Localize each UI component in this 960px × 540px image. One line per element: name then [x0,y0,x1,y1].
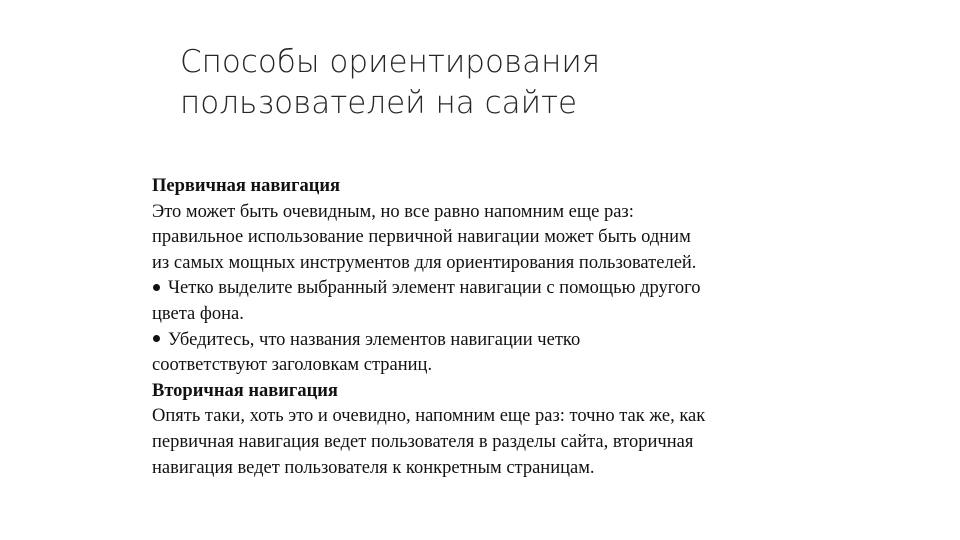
bullet-item-1-line-2: цвета фона. [152,303,244,324]
primary-intro-line-2: правильное использование первичной навигации может быть одним [152,227,691,248]
bullet-icon [153,335,160,342]
bullet-item-1-line-1 [152,276,872,302]
bullet-item-2-text-1: Убедитесь, что названия элементов навигации четко [168,329,581,350]
bullet-item-2-line-1 [152,328,872,354]
bullet-icon [153,284,160,291]
secondary-navigation-heading: Вторичная навигация [152,380,338,401]
primary-navigation-heading: Первичная навигация [152,176,341,196]
slide-title-line-1: Способы ориентирования [180,44,601,80]
secondary-text-line-3: навигация ведет пользователя к конкретным страницам. [152,457,595,478]
primary-intro-line-1: Это может быть очевидным, но все равно напомним еще раз: [152,201,634,222]
slide-body [152,174,872,481]
bullet-item-2-line-2: соответствуют заголовкам страниц. [152,355,433,376]
secondary-text-line-2: первичная навигация ведет пользователя в разделы сайта, вторичная [152,431,694,452]
bullet-item-1-text-1: Четко выделите выбранный элемент навигации с помощью другого [168,278,701,299]
slide-title-line-2: пользователей на сайте [180,85,578,121]
slide-title [180,42,880,124]
primary-intro-line-3: из самых мощных инструментов для ориентирования пользователей. [152,252,697,273]
secondary-text-line-1: Опять таки, хоть это и очевидно, напомним еще раз: точно так же, как [152,406,706,427]
